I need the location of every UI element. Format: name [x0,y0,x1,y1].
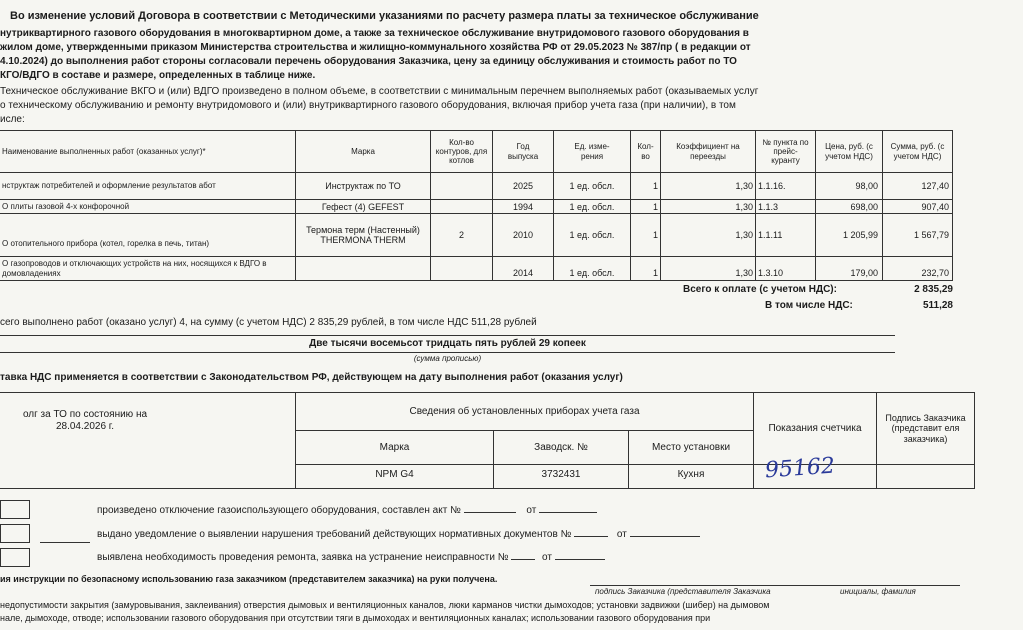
summary-done: сего выполнено работ (оказано услуг) 4, на сумму (с учетом НДС) 2 835,29 рублей, в том числе НДС 511,28 рублей [0,317,537,328]
intro-line-3: жилом доме, утвержденными приказом Министерства строительства и жилищно-коммунального хозяйства РФ от 29.05.2023 № 387/пр ( в редакции от [0,42,751,53]
col-header-price: Цена, руб. (с учетом НДС) [825,142,873,161]
table-row-sum: 127,40 [921,181,949,191]
col-header-year: Год выпуска [507,142,539,161]
table-row-year: 1994 [512,201,534,212]
table-row-unit: 1 ед. обсл. [569,201,615,212]
table-row-item: 1.3.10 [758,267,784,278]
meter-col-serial: Заводск. № [534,442,588,453]
checkbox[interactable] [0,548,30,567]
table-row-qty: 1 [652,201,658,212]
table-row-item: 1.1.11 [758,230,783,240]
meter-col-brand: Марка [379,442,410,453]
table-row-unit: 1 ед. обсл. [569,181,615,191]
summary-in-words: Две тысячи восемьсот тридцать пять рублей 29 копеек [309,338,586,349]
meter-place: Кухня [677,468,705,480]
table-row-coef: 1,30 [735,267,753,278]
instructions-received: ия инструкции по безопасному использованию газа заказчиком (представителем заказчика) на руки получена. [0,574,498,584]
col-header-brand: Марка [351,147,375,156]
checkbox[interactable] [0,500,30,519]
intro-line-5: КГО/ВДГО в составе и размере, определенных в таблице ниже. [0,70,316,81]
meter-brand: NPM G4 [375,468,414,480]
meter-col-place: Место установки [651,442,731,453]
performed-line-1: Техническое обслуживание ВКГО и (или) ВДГО произведено в полном объеме, в соответствии с минимальным перечнем выполняемых работ (оказываемых услуг [0,86,759,97]
table-row-brand: Инструктаж по ТО [325,181,401,191]
check-suffix: от [616,529,627,540]
table-row-sum: 907,40 [921,201,949,212]
table-row-unit: 1 ед. обсл. [569,230,615,240]
table-row-coef: 1,30 [735,201,753,212]
vat-value: 511,28 [922,300,953,311]
table-row-year: 2014 [512,267,534,278]
warning-line-1: недопустимости закрытия (замуровывания, заклеивания) отверстия дымовых и вентиляционных каналов, люки карманов чистки дымоходов; установки задвижки (шибер) на дымовом [0,600,770,610]
vat-label: В том числе НДС: [765,300,853,311]
summary-in-words-caption: (сумма прописью) [413,354,482,363]
check-label: выявлена необходимость проведения ремонта, заявка на устранение неисправности № [97,552,509,563]
table-row-brand: Термона терм (Настенный) THERMONA THERM [306,224,420,245]
warning-line-2: нале, дымоходе, отводе; использовании газового оборудования при отсутствии тяги в дымоходах и вентиляционных каналах; использовании газового оборудования при [0,613,711,623]
check-suffix: от [542,552,552,563]
table-row-price: 179,00 [850,267,878,278]
performed-line-2: о техническому обслуживанию и ремонту внутридомового и (или) внутриквартирного газового оборудования, включая прибор учета газа (при наличии), в том [0,100,736,111]
meter-reading-handwritten: 95162 [764,453,836,484]
table-row-price: 1 205,99 [842,230,878,240]
table-row-contours: 2 [458,230,464,240]
vat-rate-text: тавка НДС применяется в соответствии с Законодательством РФ, действующем на дату выполнения работ (оказания услуг) [0,372,623,383]
table-row-sum: 1 567,79 [913,230,949,240]
col-header-price-item: № пункта по прейс-куранту [762,137,809,166]
col-header-coef: Коэффициент на переезды [676,142,740,161]
intro-line-1: Во изменение условий Договора в соответствии с Методическими указаниями по расчету размера платы за техническое обслуживание [10,10,759,22]
table-row-name: О газопроводов и отключающих устройств на них, носящихся к ВДГО в домовладениях [2,259,267,278]
table-row-sum: 232,70 [921,267,949,278]
check-label: выдано уведомление о выявлении нарушения требований действующих нормативных документов № [97,529,572,540]
intro-line-2: нутриквартирного газового оборудования в многоквартирном доме, а также за техническое обслуживание внутридомового газового оборудования в [0,28,749,39]
checkbox[interactable] [0,524,30,543]
col-header-name: Наименование выполненных работ (оказанных услуг)* [2,147,206,156]
initials-caption: инициалы, фамилия [840,587,916,596]
table-row-name: нструктаж потребителей и оформление результатов абот [2,181,216,191]
debt-label: олг за ТО по состоянию на 28.04.2026 г. [22,409,148,432]
table-row-price: 98,00 [855,181,878,191]
check-suffix: от [526,505,537,516]
meter-info-header: Сведения об установленных приборах учета газа [409,406,640,417]
col-header-qty: Кол-во [637,142,654,161]
meter-col-sign: Подпись Заказчика (представит еля заказчика) [885,412,966,444]
table-row-unit: 1 ед. обсл. [569,267,615,278]
total-label: Всего к оплате (с учетом НДС): [683,284,837,295]
sign-caption: подпись Заказчика (представителя Заказчика [595,587,771,596]
table-row-year: 2010 [512,230,534,240]
meter-serial: 3732431 [541,468,581,480]
table-row-item: 1.1.16. [758,181,786,191]
performed-line-3: исле: [0,114,25,125]
meter-col-reading: Показания счетчика [768,423,862,434]
col-header-contours: Кол-во контуров, для котлов [435,137,488,166]
col-header-unit: Ед. изме-рения [574,142,610,161]
intro-line-4: 4.10.2024) до выполнения работ стороны согласовали перечень оборудования Заказчика, цену за единицу обслуживания и стоимость работ по ТО [0,56,737,67]
table-row-qty: 1 [652,267,658,278]
col-header-sum: Сумма, руб. (с учетом НДС) [890,142,945,161]
table-row-qty: 1 [652,181,658,191]
table-row-qty: 1 [652,230,658,240]
table-row-price: 698,00 [850,201,878,212]
table-row-coef: 1,30 [735,181,753,191]
table-row-coef: 1,30 [735,230,753,240]
total-value: 2 835,29 [914,284,953,295]
table-row-name: О отопительного прибора (котел, горелка в печь, титан) [2,238,210,248]
table-row-year: 2025 [512,181,534,191]
check-label: произведено отключение газоиспользующего оборудования, составлен акт № [97,505,461,516]
table-row-name: О плиты газовой 4-х конфорочной [2,202,130,211]
table-row-brand: Гефест (4) GEFEST [321,201,405,212]
table-row-item: 1.1.3 [758,201,779,212]
